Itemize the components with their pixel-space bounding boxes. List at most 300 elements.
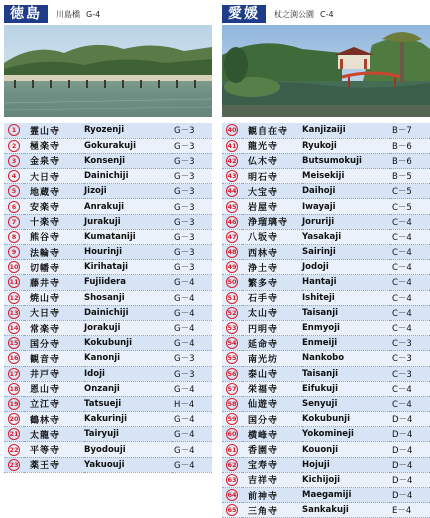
prefecture-title: 徳島 xyxy=(4,5,48,23)
tsuenofuchi-park-photo xyxy=(222,25,430,117)
temple-number-badge: 17 xyxy=(9,369,19,378)
temple-number-cell xyxy=(4,123,24,138)
temple-name-jp: 立江寺 xyxy=(30,400,61,411)
temple-name-jp: 吉祥寺 xyxy=(248,476,279,487)
temple-name-romaji: Enmeiji xyxy=(302,338,338,349)
map-grid-ref: G－3 xyxy=(174,248,195,259)
temple-row xyxy=(4,138,212,153)
temple-name-jp: 龍光寺 xyxy=(248,142,279,153)
temple-name-romaji: Kokubunji xyxy=(84,338,132,349)
temple-row xyxy=(4,320,212,335)
temple-number-badge: 4 xyxy=(8,170,20,182)
temple-row xyxy=(222,123,430,138)
temple-number-badge: 13 xyxy=(9,308,19,317)
temple-row xyxy=(4,214,212,229)
temple-row xyxy=(222,199,430,214)
temple-row xyxy=(4,290,212,305)
temple-name-jp: 霊山寺 xyxy=(30,126,61,137)
map-grid-ref: G－4 xyxy=(174,324,195,335)
temple-number-badge: 43 xyxy=(227,172,237,181)
temple-number-cell xyxy=(222,290,242,305)
temple-name-jp: 大日寺 xyxy=(30,172,61,183)
temple-number-cell xyxy=(222,336,242,351)
temple-name-romaji: Joruriji xyxy=(302,216,335,227)
temple-name-jp: 浄瑠璃寺 xyxy=(248,218,289,229)
temple-name-romaji: Byodouji xyxy=(84,444,126,455)
temple-name-jp: 法輪寺 xyxy=(30,248,61,259)
temple-name-romaji: Kanonji xyxy=(84,353,121,364)
temple-number-cell xyxy=(4,229,24,244)
temple-row xyxy=(4,366,212,381)
temple-name-jp: 西林寺 xyxy=(248,248,279,259)
temple-name-jp: 薬王寺 xyxy=(30,461,61,472)
map-grid-ref: C－5 xyxy=(392,202,412,213)
temple-number-cell xyxy=(222,169,242,184)
map-grid-ref: G－3 xyxy=(174,232,195,243)
temple-name-romaji: Anrakuji xyxy=(84,201,125,212)
temple-name-romaji: Kokubunji xyxy=(302,414,350,425)
map-grid-ref: D－4 xyxy=(392,491,413,502)
temple-number-cell xyxy=(222,214,242,229)
temple-number-cell xyxy=(4,305,24,320)
temple-number-cell xyxy=(222,153,242,168)
map-grid-ref: G－4 xyxy=(174,339,195,350)
temple-name-romaji: Sairinji xyxy=(302,247,336,258)
temple-name-jp: 井戸寺 xyxy=(30,370,61,381)
map-grid-ref: C－5 xyxy=(392,187,412,198)
map-grid-ref: G－3 xyxy=(174,156,195,167)
temple-number-badge: 40 xyxy=(227,126,237,135)
temple-name-jp: 極楽寺 xyxy=(30,142,61,153)
temple-name-jp: 浄土寺 xyxy=(248,263,279,274)
temple-name-romaji: Nankobo xyxy=(302,353,345,364)
temple-name-romaji: Ishiteji xyxy=(302,292,335,303)
temple-number-cell xyxy=(4,214,24,229)
temple-number-cell xyxy=(222,123,242,138)
temple-number-badge: 52 xyxy=(227,308,237,317)
temple-number-badge: 50 xyxy=(227,278,237,287)
temple-name-romaji: Iwayaji xyxy=(302,201,336,212)
map-grid-ref: G－3 xyxy=(174,217,195,228)
temple-list xyxy=(222,123,430,518)
temple-number-cell xyxy=(4,153,24,168)
temple-name-romaji: Shosanji xyxy=(84,292,125,303)
temple-name-romaji: Kakurinji xyxy=(84,414,128,425)
temple-name-romaji: Fujiidera xyxy=(84,277,126,288)
temple-name-jp: 観音寺 xyxy=(30,354,61,365)
temple-row xyxy=(222,412,430,427)
temple-name-romaji: Tairyuji xyxy=(84,429,119,440)
map-grid-ref: B－6 xyxy=(392,141,412,152)
temple-name-jp: 前神寺 xyxy=(248,491,279,502)
ehime-panel xyxy=(222,4,430,518)
temple-number-cell xyxy=(4,381,24,396)
temple-number-cell xyxy=(222,412,242,427)
temple-number-cell xyxy=(222,184,242,199)
panel-header xyxy=(4,4,212,24)
map-grid-ref: D－4 xyxy=(392,415,413,426)
temple-name-romaji: Senyuji xyxy=(302,398,338,409)
temple-name-romaji: Konsenji xyxy=(84,155,126,166)
temple-name-jp: 藤井寺 xyxy=(30,278,61,289)
temple-name-jp: 大日寺 xyxy=(30,309,61,320)
temple-number-badge: 9 xyxy=(8,246,20,258)
temple-number-cell xyxy=(222,381,242,396)
caption-place: 川島橋 xyxy=(56,9,80,19)
temple-name-romaji: Meisekiji xyxy=(302,171,345,182)
temple-name-romaji: Dainichiji xyxy=(84,171,129,182)
temple-row xyxy=(4,457,212,472)
temple-name-romaji: Sankakuji xyxy=(302,505,349,516)
temple-name-jp: 焼山寺 xyxy=(30,294,61,305)
temple-number-badge: 3 xyxy=(8,155,20,167)
temple-name-jp: 繁多寺 xyxy=(248,278,279,289)
map-grid-ref: C－3 xyxy=(392,369,412,380)
temple-number-badge: 61 xyxy=(227,445,237,454)
temple-number-cell xyxy=(4,366,24,381)
temple-row xyxy=(222,229,430,244)
map-grid-ref: G－3 xyxy=(174,263,195,274)
map-grid-ref: C－4 xyxy=(392,384,412,395)
temple-number-badge: 51 xyxy=(227,293,237,302)
temple-row xyxy=(222,457,430,472)
temple-number-badge: 60 xyxy=(227,430,237,439)
temple-number-badge: 14 xyxy=(9,324,19,333)
temple-name-romaji: Jodoji xyxy=(302,262,329,273)
temple-number-cell xyxy=(4,245,24,260)
photo-caption xyxy=(56,9,100,20)
temple-name-romaji: Enmyoji xyxy=(302,323,340,334)
temple-row xyxy=(4,275,212,290)
temple-number-cell xyxy=(4,290,24,305)
temple-row xyxy=(222,442,430,457)
temple-name-romaji: Gokurakuji xyxy=(84,140,136,151)
temple-row xyxy=(222,245,430,260)
temple-number-badge: 65 xyxy=(227,506,237,515)
temple-name-romaji: Taisanji xyxy=(302,307,339,318)
temple-number-badge: 10 xyxy=(9,263,19,272)
map-grid-ref: G－3 xyxy=(174,202,195,213)
temple-row xyxy=(4,412,212,427)
map-grid-ref: G－4 xyxy=(174,430,195,441)
temple-name-jp: 仙遊寺 xyxy=(248,400,279,411)
temple-name-jp: 十楽寺 xyxy=(30,218,61,229)
temple-number-badge: 64 xyxy=(227,491,237,500)
temple-number-cell xyxy=(4,320,24,335)
temple-number-cell xyxy=(222,427,242,442)
map-grid-ref: G－3 xyxy=(174,126,195,137)
map-grid-ref: G－3 xyxy=(174,187,195,198)
temple-row xyxy=(222,138,430,153)
temple-number-cell xyxy=(4,457,24,472)
temple-number-badge: 1 xyxy=(8,124,20,136)
temple-name-romaji: Dainichiji xyxy=(84,307,129,318)
map-grid-ref: G－3 xyxy=(174,141,195,152)
photo-caption xyxy=(274,9,334,20)
caption-place: 杖之渕公園 xyxy=(274,9,314,19)
temple-row xyxy=(4,381,212,396)
temple-name-jp: 太龍寺 xyxy=(30,430,61,441)
temple-number-badge: 63 xyxy=(227,475,237,484)
temple-row xyxy=(222,427,430,442)
temple-number-badge: 21 xyxy=(9,430,19,439)
temple-name-romaji: Kouonji xyxy=(302,444,339,455)
map-grid-ref: G－4 xyxy=(174,384,195,395)
temple-number-cell xyxy=(4,336,24,351)
temple-name-jp: 恩山寺 xyxy=(30,385,61,396)
map-grid-ref: C－4 xyxy=(392,232,412,243)
temple-number-badge: 6 xyxy=(8,201,20,213)
temple-number-cell xyxy=(222,260,242,275)
temple-number-badge: 23 xyxy=(9,460,19,469)
temple-number-cell xyxy=(222,275,242,290)
map-grid-ref: C－3 xyxy=(392,339,412,350)
temple-number-cell xyxy=(4,442,24,457)
caption-grid: G-4 xyxy=(86,9,101,19)
temple-number-badge: 12 xyxy=(9,293,19,302)
temple-name-jp: 横峰寺 xyxy=(248,430,279,441)
temple-name-jp: 熊谷寺 xyxy=(30,233,61,244)
map-grid-ref: C－4 xyxy=(392,217,412,228)
temple-name-romaji: Kirihataji xyxy=(84,262,129,273)
map-grid-ref: B－5 xyxy=(392,172,412,183)
temple-name-romaji: Yasakaji xyxy=(302,231,342,242)
map-grid-ref: B－6 xyxy=(392,156,412,167)
temple-name-romaji: Kichijoji xyxy=(302,474,341,485)
temple-name-jp: 香園寺 xyxy=(248,446,279,457)
temple-row xyxy=(4,153,212,168)
temple-name-jp: 八坂寺 xyxy=(248,233,279,244)
temple-number-cell xyxy=(222,442,242,457)
panel-header xyxy=(222,4,430,24)
temple-number-badge: 59 xyxy=(227,415,237,424)
temple-name-romaji: Jurakuji xyxy=(84,216,121,227)
temple-name-romaji: Ryukoji xyxy=(302,140,337,151)
map-grid-ref: G－4 xyxy=(174,445,195,456)
temple-name-romaji: Kumataniji xyxy=(84,231,136,242)
temple-name-jp: 金泉寺 xyxy=(30,157,61,168)
temple-row xyxy=(222,366,430,381)
map-grid-ref: B－7 xyxy=(392,126,412,137)
temple-number-badge: 56 xyxy=(227,369,237,378)
tokushima-panel xyxy=(4,4,212,473)
temple-name-jp: 鶴林寺 xyxy=(30,415,61,426)
temple-number-cell xyxy=(4,138,24,153)
temple-name-jp: 三角寺 xyxy=(248,506,279,517)
temple-number-cell xyxy=(222,457,242,472)
map-grid-ref: D－4 xyxy=(392,475,413,486)
temple-number-badge: 48 xyxy=(227,248,237,257)
temple-row xyxy=(4,351,212,366)
temple-number-cell xyxy=(222,351,242,366)
temple-name-jp: 大宝寺 xyxy=(248,187,279,198)
map-grid-ref: C－4 xyxy=(392,248,412,259)
temple-number-cell xyxy=(4,351,24,366)
temple-list xyxy=(4,123,212,473)
temple-number-cell xyxy=(222,199,242,214)
temple-number-badge: 16 xyxy=(9,354,19,363)
temple-number-cell xyxy=(222,503,242,518)
temple-row xyxy=(222,275,430,290)
temple-number-cell xyxy=(4,184,24,199)
temple-number-badge: 11 xyxy=(9,278,19,287)
temple-name-jp: 延命寺 xyxy=(248,339,279,350)
temple-row xyxy=(222,336,430,351)
temple-number-badge: 8 xyxy=(8,231,20,243)
temple-number-cell xyxy=(222,366,242,381)
caption-grid: C-4 xyxy=(320,9,334,19)
temple-number-badge: 49 xyxy=(227,263,237,272)
temple-number-cell xyxy=(4,199,24,214)
temple-name-romaji: Eifukuji xyxy=(302,383,339,394)
map-grid-ref: G－4 xyxy=(174,415,195,426)
temple-number-badge: 53 xyxy=(227,324,237,333)
map-grid-ref: C－3 xyxy=(392,354,412,365)
temple-row xyxy=(4,427,212,442)
temple-name-romaji: Maegamiji xyxy=(302,490,352,501)
temple-row xyxy=(4,305,212,320)
temple-number-badge: 57 xyxy=(227,384,237,393)
temple-name-romaji: Taisanji xyxy=(302,368,339,379)
temple-name-romaji: Daihoji xyxy=(302,186,336,197)
temple-name-jp: 岩屋寺 xyxy=(248,203,279,214)
temple-number-badge: 42 xyxy=(227,156,237,165)
temple-row xyxy=(222,169,430,184)
temple-row xyxy=(222,214,430,229)
map-grid-ref: D－4 xyxy=(392,430,413,441)
temple-name-jp: 栄福寺 xyxy=(248,385,279,396)
temple-row xyxy=(4,199,212,214)
temple-name-jp: 南光坊 xyxy=(248,354,279,365)
temple-number-cell xyxy=(222,138,242,153)
temple-number-cell xyxy=(222,229,242,244)
temple-number-badge: 41 xyxy=(227,141,237,150)
temple-number-cell xyxy=(4,260,24,275)
temple-name-jp: 国分寺 xyxy=(248,415,279,426)
temple-number-badge: 55 xyxy=(227,354,237,363)
map-grid-ref: C－4 xyxy=(392,263,412,274)
temple-number-cell xyxy=(4,412,24,427)
temple-row xyxy=(222,381,430,396)
temple-name-romaji: Hantaji xyxy=(302,277,337,288)
temple-row xyxy=(4,229,212,244)
temple-name-jp: 安楽寺 xyxy=(30,203,61,214)
temple-row xyxy=(222,503,430,518)
map-grid-ref: G－4 xyxy=(174,308,195,319)
map-grid-ref: C－4 xyxy=(392,278,412,289)
temple-name-jp: 太山寺 xyxy=(248,309,279,320)
temple-row xyxy=(4,123,212,138)
temple-number-badge: 44 xyxy=(227,187,237,196)
temple-name-romaji: Tatsueji xyxy=(84,398,122,409)
temple-row xyxy=(4,169,212,184)
temple-row xyxy=(222,396,430,411)
temple-row xyxy=(222,305,430,320)
temple-row xyxy=(222,472,430,487)
temple-row xyxy=(222,351,430,366)
temple-number-badge: 54 xyxy=(227,339,237,348)
temple-row xyxy=(222,260,430,275)
temple-name-romaji: Hourinji xyxy=(84,247,122,258)
temple-name-romaji: Jorakuji xyxy=(84,323,121,334)
temple-name-jp: 常楽寺 xyxy=(30,324,61,335)
temple-number-badge: 15 xyxy=(9,339,19,348)
map-grid-ref: D－4 xyxy=(392,445,413,456)
map-grid-ref: G－3 xyxy=(174,369,195,380)
temple-name-jp: 仏木寺 xyxy=(248,157,279,168)
temple-number-badge: 62 xyxy=(227,460,237,469)
temple-row xyxy=(222,488,430,503)
map-grid-ref: G－3 xyxy=(174,172,195,183)
map-grid-ref: E－4 xyxy=(392,506,412,517)
temple-number-cell xyxy=(222,488,242,503)
temple-name-jp: 切幡寺 xyxy=(30,263,61,274)
map-grid-ref: G－4 xyxy=(174,460,195,471)
temple-number-badge: 19 xyxy=(9,399,19,408)
temple-name-jp: 円明寺 xyxy=(248,324,279,335)
temple-number-badge: 7 xyxy=(8,216,20,228)
temple-number-badge: 20 xyxy=(9,415,19,424)
temple-number-cell xyxy=(222,396,242,411)
temple-name-romaji: Hojuji xyxy=(302,459,330,470)
temple-name-jp: 明石寺 xyxy=(248,172,279,183)
temple-number-badge: 5 xyxy=(8,185,20,197)
temple-row xyxy=(222,184,430,199)
map-grid-ref: C－4 xyxy=(392,399,412,410)
map-grid-ref: D－4 xyxy=(392,460,413,471)
temple-name-romaji: Yakuouji xyxy=(84,459,125,470)
temple-row xyxy=(4,245,212,260)
map-grid-ref: G－4 xyxy=(174,278,195,289)
temple-number-cell xyxy=(222,472,242,487)
temple-name-jp: 国分寺 xyxy=(30,339,61,350)
temple-name-jp: 宝寿寺 xyxy=(248,461,279,472)
temple-row xyxy=(222,320,430,335)
temple-number-cell xyxy=(4,169,24,184)
temple-name-jp: 石手寺 xyxy=(248,294,279,305)
map-grid-ref: G－3 xyxy=(174,354,195,365)
map-grid-ref: C－4 xyxy=(392,324,412,335)
map-grid-ref: C－4 xyxy=(392,293,412,304)
map-grid-ref: C－4 xyxy=(392,308,412,319)
temple-name-jp: 泰山寺 xyxy=(248,370,279,381)
temple-name-romaji: Jizoji xyxy=(84,186,107,197)
temple-number-cell xyxy=(4,396,24,411)
temple-name-romaji: Ryozenji xyxy=(84,125,125,136)
temple-row xyxy=(4,396,212,411)
temple-name-jp: 地蔵寺 xyxy=(30,187,61,198)
temple-number-badge: 46 xyxy=(227,217,237,226)
temple-number-badge: 45 xyxy=(227,202,237,211)
kawashima-bridge-photo xyxy=(4,25,212,117)
temple-name-jp: 平等寺 xyxy=(30,446,61,457)
temple-name-romaji: Idoji xyxy=(84,368,105,379)
temple-number-badge: 22 xyxy=(9,445,19,454)
temple-number-cell xyxy=(4,427,24,442)
temple-number-badge: 47 xyxy=(227,232,237,241)
temple-number-badge: 18 xyxy=(9,384,19,393)
temple-number-badge: 58 xyxy=(227,399,237,408)
map-grid-ref: H－4 xyxy=(174,399,195,410)
temple-row xyxy=(4,260,212,275)
temple-number-cell xyxy=(222,245,242,260)
map-grid-ref: G－4 xyxy=(174,293,195,304)
temple-row xyxy=(222,290,430,305)
temple-name-romaji: Kanjizaiji xyxy=(302,125,346,136)
temple-name-jp: 観自在寺 xyxy=(248,126,289,137)
temple-number-badge: 2 xyxy=(8,140,20,152)
temple-number-cell xyxy=(4,275,24,290)
